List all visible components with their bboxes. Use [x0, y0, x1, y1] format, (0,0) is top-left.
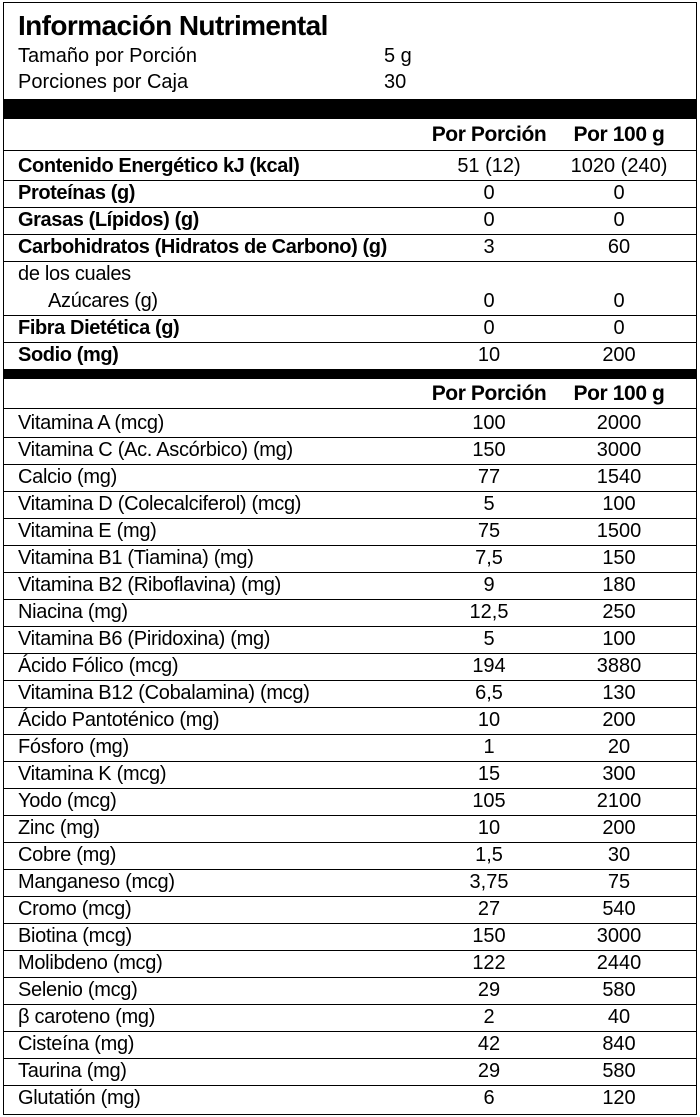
nutrient-name: Glutatión (mg) — [18, 1087, 141, 1109]
nutrient-name: Vitamina E (mg) — [18, 520, 157, 542]
nutrient-name: Fibra Dietética (g) — [18, 317, 180, 339]
table-row — [4, 410, 696, 438]
servings-per-box-value: 30 — [384, 71, 407, 93]
header-underline-2 — [4, 408, 696, 409]
nutrient-name: Taurina (mg) — [18, 1060, 127, 1082]
per-100g-value: 1500 — [596, 520, 642, 542]
per-100g-value: 2100 — [596, 790, 642, 812]
nutrient-name: Molibdeno (mcg) — [18, 952, 163, 974]
per-serving-value: 3 — [483, 236, 495, 258]
per-serving-value: 194 — [472, 655, 506, 677]
per-100g-value: 120 — [602, 1087, 636, 1109]
per-100g-value: 540 — [602, 898, 636, 920]
per-100g-value: 580 — [602, 979, 636, 1001]
serving-size-value: 5 g — [384, 45, 412, 67]
table-row — [4, 207, 696, 235]
table-row — [4, 653, 696, 681]
label-title: Información Nutrimental — [18, 10, 328, 41]
nutrient-name: Vitamina A (mcg) — [18, 412, 165, 434]
table-row — [4, 545, 696, 573]
per-serving-value: 100 — [472, 412, 506, 434]
per-serving-value: 10 — [477, 709, 501, 731]
nutrient-name: Calcio (mg) — [18, 466, 117, 488]
per-100g-value: 300 — [602, 763, 636, 785]
per-serving-value: 77 — [477, 466, 501, 488]
table-row — [4, 261, 696, 288]
nutrient-name: Selenio (mcg) — [18, 979, 138, 1001]
table-row — [4, 342, 696, 369]
table-row — [4, 869, 696, 897]
per-100g-value: 200 — [602, 344, 636, 366]
table-row — [4, 761, 696, 789]
table-row — [4, 572, 696, 600]
per-serving-value: 10 — [477, 344, 501, 366]
table-row — [4, 1058, 696, 1086]
per-100g-value: 2000 — [596, 412, 642, 434]
nutrient-name: Vitamina D (Colecalciferol) (mcg) — [18, 493, 302, 515]
per-serving-value: 12,5 — [469, 601, 509, 623]
nutrient-name: Vitamina B2 (Riboflavina) (mg) — [18, 574, 281, 596]
per-100g-value: 30 — [607, 844, 631, 866]
per-serving-value: 6,5 — [475, 682, 503, 704]
per-100g-value: 3000 — [596, 439, 642, 461]
per-100g-value: 40 — [607, 1006, 631, 1028]
per-serving-value: 10 — [477, 817, 501, 839]
table-row — [4, 464, 696, 492]
nutrient-name: Vitamina B6 (Piridoxina) (mg) — [18, 628, 271, 650]
per-100g-value: 2440 — [596, 952, 642, 974]
nutrient-name: Sodio (mg) — [18, 344, 119, 366]
table-row — [4, 680, 696, 708]
per-100g-value: 75 — [607, 871, 631, 893]
table-row — [4, 1085, 696, 1112]
per-serving-value: 7,5 — [475, 547, 503, 569]
nutrition-label — [3, 2, 697, 1115]
nutrient-name: Cromo (mcg) — [18, 898, 132, 920]
nutrient-name: Azúcares (g) — [48, 290, 158, 312]
nutrient-name: Vitamina K (mcg) — [18, 763, 167, 785]
per-serving-value: 75 — [477, 520, 501, 542]
nutrient-name: Zinc (mg) — [18, 817, 100, 839]
nutrient-name: Ácido Pantoténico (mg) — [18, 709, 220, 731]
per-serving-value: 42 — [477, 1033, 501, 1055]
nutrient-name: Manganeso (mcg) — [18, 871, 175, 893]
per-100g-value: 130 — [602, 682, 636, 704]
per-100g-value: 580 — [602, 1060, 636, 1082]
table-row — [4, 788, 696, 816]
nutrient-name: Fósforo (mg) — [18, 736, 129, 758]
per-serving-value: 0 — [483, 290, 495, 312]
per-100g-value: 840 — [602, 1033, 636, 1055]
nutrient-name: de los cuales — [18, 263, 131, 285]
servings-per-box-row — [18, 69, 407, 95]
per-100g-value: 0 — [613, 290, 625, 312]
per-serving-value: 5 — [483, 628, 495, 650]
nutrient-name: Cobre (mg) — [18, 844, 117, 866]
table-row — [4, 599, 696, 627]
servings-per-box-label: Porciones por Caja — [18, 71, 189, 93]
nutrient-name: Grasas (Lípidos) (g) — [18, 209, 199, 231]
per-serving-value: 15 — [477, 763, 501, 785]
nutrient-name: Carbohidratos (Hidratos de Carbono) (g) — [18, 236, 387, 258]
per-100g-value: 20 — [607, 736, 631, 758]
table-row — [4, 180, 696, 208]
per-100g-value: 200 — [602, 817, 636, 839]
per-serving-value: 150 — [472, 439, 506, 461]
serving-size-label: Tamaño por Porción — [18, 45, 197, 67]
per-100g-value: 250 — [602, 601, 636, 623]
per-100g-value: 150 — [602, 547, 636, 569]
per-100g-value: 100 — [602, 628, 636, 650]
per-100g-value: 1020 (240) — [570, 155, 668, 177]
table-row — [4, 315, 696, 343]
table-row — [4, 1031, 696, 1059]
table-row — [4, 491, 696, 519]
per-100g-value: 3880 — [596, 655, 642, 677]
table-row — [4, 707, 696, 735]
table-row — [4, 518, 696, 546]
per-serving-value: 2 — [483, 1006, 495, 1028]
per-100g-value: 200 — [602, 709, 636, 731]
nutrient-name: Cisteína (mg) — [18, 1033, 135, 1055]
per-serving-value: 0 — [483, 182, 495, 204]
serving-size-row — [18, 43, 412, 69]
divider-bar-middle — [4, 369, 696, 379]
table-row — [4, 626, 696, 654]
column-header-per-100g-2: Por 100 g — [573, 382, 665, 405]
nutrient-name: Vitamina B1 (Tiamina) (mg) — [18, 547, 254, 569]
nutrient-name: Vitamina B12 (Cobalamina) (mcg) — [18, 682, 310, 704]
per-serving-value: 5 — [483, 493, 495, 515]
per-serving-value: 29 — [477, 979, 501, 1001]
table-row — [4, 977, 696, 1005]
per-100g-value: 3000 — [596, 925, 642, 947]
column-header-per-100g: Por 100 g — [573, 123, 665, 146]
per-serving-value: 29 — [477, 1060, 501, 1082]
nutrient-name: Niacina (mg) — [18, 601, 128, 623]
table-row — [4, 734, 696, 762]
per-100g-value: 60 — [607, 236, 631, 258]
per-serving-value: 27 — [477, 898, 501, 920]
per-serving-value: 6 — [483, 1087, 495, 1109]
per-serving-value: 150 — [472, 925, 506, 947]
per-serving-value: 51 (12) — [457, 155, 521, 177]
nutrient-name: Biotina (mcg) — [18, 925, 132, 947]
per-100g-value: 0 — [613, 182, 625, 204]
nutrient-name: Vitamina C (Ac. Ascórbico) (mg) — [18, 439, 293, 461]
header-underline — [4, 150, 696, 151]
table-row — [4, 153, 696, 181]
per-100g-value: 0 — [613, 209, 625, 231]
table-row — [4, 842, 696, 870]
table-row — [4, 234, 696, 262]
per-100g-value: 1540 — [596, 466, 642, 488]
per-serving-value: 3,75 — [469, 871, 509, 893]
per-100g-value: 180 — [602, 574, 636, 596]
nutrient-name: β caroteno (mg) — [18, 1006, 156, 1028]
per-serving-value: 122 — [472, 952, 506, 974]
column-header-per-serving: Por Porción — [431, 123, 547, 146]
per-100g-value: 0 — [613, 317, 625, 339]
column-header-per-serving-2: Por Porción — [431, 382, 547, 405]
table-row — [4, 288, 696, 316]
divider-bar-top — [4, 99, 696, 119]
per-serving-value: 1 — [483, 736, 495, 758]
per-100g-value: 100 — [602, 493, 636, 515]
table-row — [4, 815, 696, 843]
table-row — [4, 896, 696, 924]
per-serving-value: 9 — [483, 574, 495, 596]
table-row — [4, 923, 696, 951]
table-row — [4, 437, 696, 465]
table-row — [4, 1004, 696, 1032]
per-serving-value: 1,5 — [475, 844, 503, 866]
nutrient-name: Contenido Energético kJ (kcal) — [18, 155, 300, 177]
per-serving-value: 0 — [483, 317, 495, 339]
nutrient-name: Yodo (mcg) — [18, 790, 117, 812]
per-serving-value: 0 — [483, 209, 495, 231]
table-row — [4, 950, 696, 978]
nutrient-name: Ácido Fólico (mcg) — [18, 655, 179, 677]
per-serving-value: 105 — [472, 790, 506, 812]
nutrient-name: Proteínas (g) — [18, 182, 136, 204]
